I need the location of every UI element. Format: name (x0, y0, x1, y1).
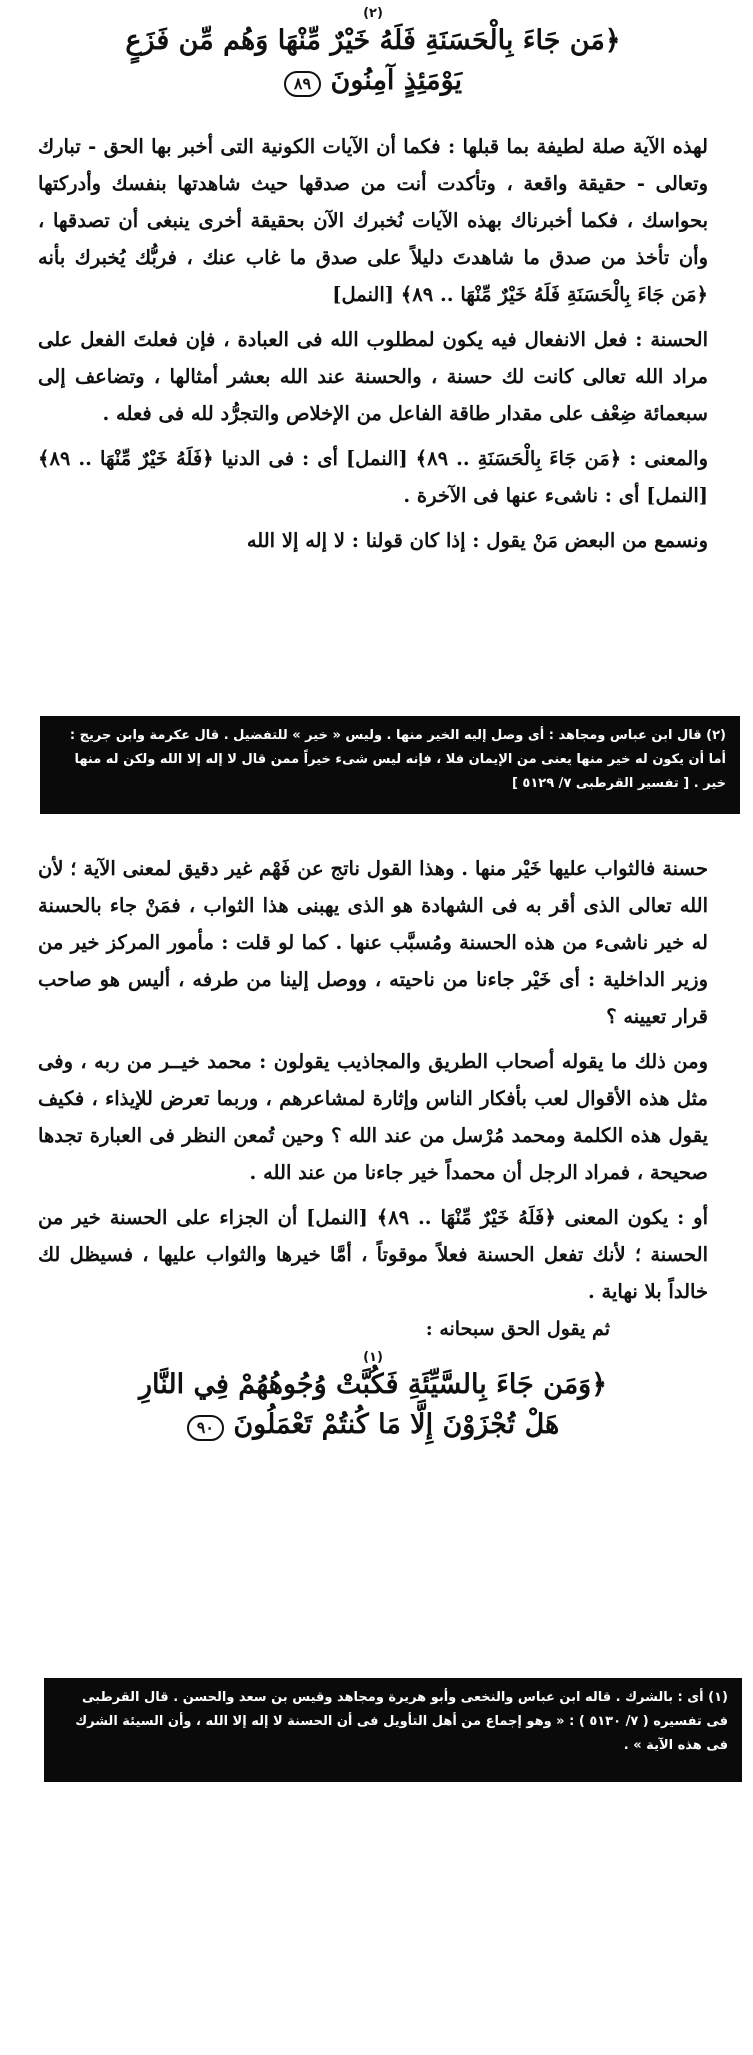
paragraph: أو : يكون المعنى ﴿فَلَهُ خَيْرٌ مِّنْهَا .. ٨٩﴾ [النمل] أن الجزاء على الحسنة خير من الحسنة ؛ لأنك تفعل الحسنة فعلاً موقوتاً ، أمَّا خيرها والثواب عليها ، فسيظل لك خالداً بلا نهاية . (38, 1206, 708, 1303)
ayah-number: ٨٩ (284, 71, 321, 97)
footnote-text: (١) أى : بالشرك . قاله ابن عباس والنخعى وأبو هريرة ومجاهد وقيس بن سعد والحسن . قال القرطبى فى تفسيره ( ٧/ ٥١٣٠ ) : « وهو إجماع من أهل التأويل فى أن الحسنة لا إله إلا الله ، وأن السيئة الشرك فى هذه الآية » . (75, 1690, 728, 1753)
paragraph: والمعنى : ﴿مَن جَاءَ بِالْحَسَنَةِ .. ٨٩﴾ [النمل] أى : فى الدنيا ﴿فَلَهُ خَيْرٌ مِّنْهَا .. ٨٩﴾ [النمل] أى : ناشىء عنها فى الآخرة . (38, 447, 708, 507)
verse-line-2 (26, 61, 720, 101)
paragraph: لهذه الآية صلة لطيفة بما قبلها : فكما أن الآيات الكونية التى أخبر بها الحق - تبارك وتعالى - حقيقة واقعة ، وتأكدت أنت من صدقها حيث شاهدتها بنفسك وأدركتها بحواسك ، فكما أخبرناك بهذه الآيات نُخبرك الآن بحقيقة أخرى ينبغى أن تصدقها ، وأن تأخذ من صدق ما شاهدتَ دليلاً على صدق ما غاب عنك ، فربُّك يُخبرك بأنه ﴿مَن جَاءَ بِالْحَسَنَةِ فَلَهُ خَيْرٌ مِّنْهَا .. ٨٩﴾ [النمل] (38, 135, 708, 306)
verse-line-2-text: يَوْمَئِذٍ آمِنُونَ (330, 65, 463, 96)
verse-90 (26, 1350, 720, 1445)
page-top (26, 0, 720, 686)
verse-line-1: ﴿مَن جَاءَ بِالْحَسَنَةِ فَلَهُ خَيْرٌ مِّنْهَا وَهُم مِّن فَزَعٍ (125, 25, 621, 56)
verse-line-1: ﴿وَمَن جَاءَ بِالسَّيِّئَةِ فَكُبَّتْ وُجُوهُهُمْ فِي النَّارِ (138, 1369, 608, 1400)
paragraph: الحسنة : فعل الانفعال فيه يكون لمطلوب الله فى العبادة ، فإن فعلتَ الفعل على مراد الله تعالى كانت لك حسنة ، والحسنة عند الله بعشر أمثالها ، وتضاعف إلى سبعمائة ضِعْف على مقدار طاقة الفاعل من الإخلاص والتجرُّد لله فى فعله . (38, 328, 708, 425)
page-bottom (26, 834, 720, 1566)
body-text (26, 128, 720, 559)
footnote-box (44, 1678, 742, 1782)
paragraph: حسنة فالثواب عليها خَيْر منها . وهذا القول ناتج عن فَهْم غير دقيق لمعنى الآية ؛ لأن الله تعالى الذى أقر به فى الشهادة هو الذى يهبنى هذا الثواب ، فمَنْ جاء بالحسنة له خير ناشىء من هذه الحسنة ومُسبَّب عنها . كما لو قلت : مأمور المركز خير من وزير الداخلية : أى خَيْر جاءنا من ناحيته ، ووصل إلينا من طرفه ، أليس هو صاحب قرار تعيينه ؟ (38, 857, 708, 1028)
verse-line-2-text: هَلْ تُجْزَوْنَ إِلَّا مَا كُنتُمْ تَعْمَلُونَ (233, 1409, 560, 1440)
verse-89 (26, 0, 720, 101)
verse-intro: ثم يقول الحق سبحانه : (425, 1318, 610, 1340)
footnote-marker: (١) (363, 1350, 383, 1365)
ayah-number: ٩٠ (187, 1415, 224, 1441)
footnote-text: (٢) قال ابن عباس ومجاهد : أى وصل إليه الخير منها . وليس « خير » للتفضيل . قال عكرمة وابن جريج : أما أن يكون له خير منها يعنى من الإيمان فلا ، فإنه ليس شىء خيراً ممن قال لا إله إلا الله ولكن له منها خير . [ تفسير القرطبى ٧/ ٥١٢٩ ] (69, 728, 726, 791)
paragraph: ومن ذلك ما يقوله أصحاب الطريق والمجاذيب يقولون : محمد خيــر من ربه ، وفى مثل هذه الأقوال لعب بأفكار الناس وإثارة لمشاعرهم ، وربما تعرض للإيذاء ، فكيف يقول هذه الكلمة ومحمد مُرْسل من عند الله ؟ وحين تُمعن النظر فى العبارة تجدها صحيحة ، فمراد الرجل أن محمداً خير جاءنا من عند الله . (38, 1050, 708, 1184)
footnote-marker: (٢) (363, 6, 383, 21)
body-text (26, 850, 720, 1445)
footnote-box (40, 716, 740, 814)
paragraph: ونسمع من البعض مَنْ يقول : إذا كان قولنا : لا إله إلا الله (246, 529, 708, 552)
verse-line-2 (26, 1405, 720, 1445)
